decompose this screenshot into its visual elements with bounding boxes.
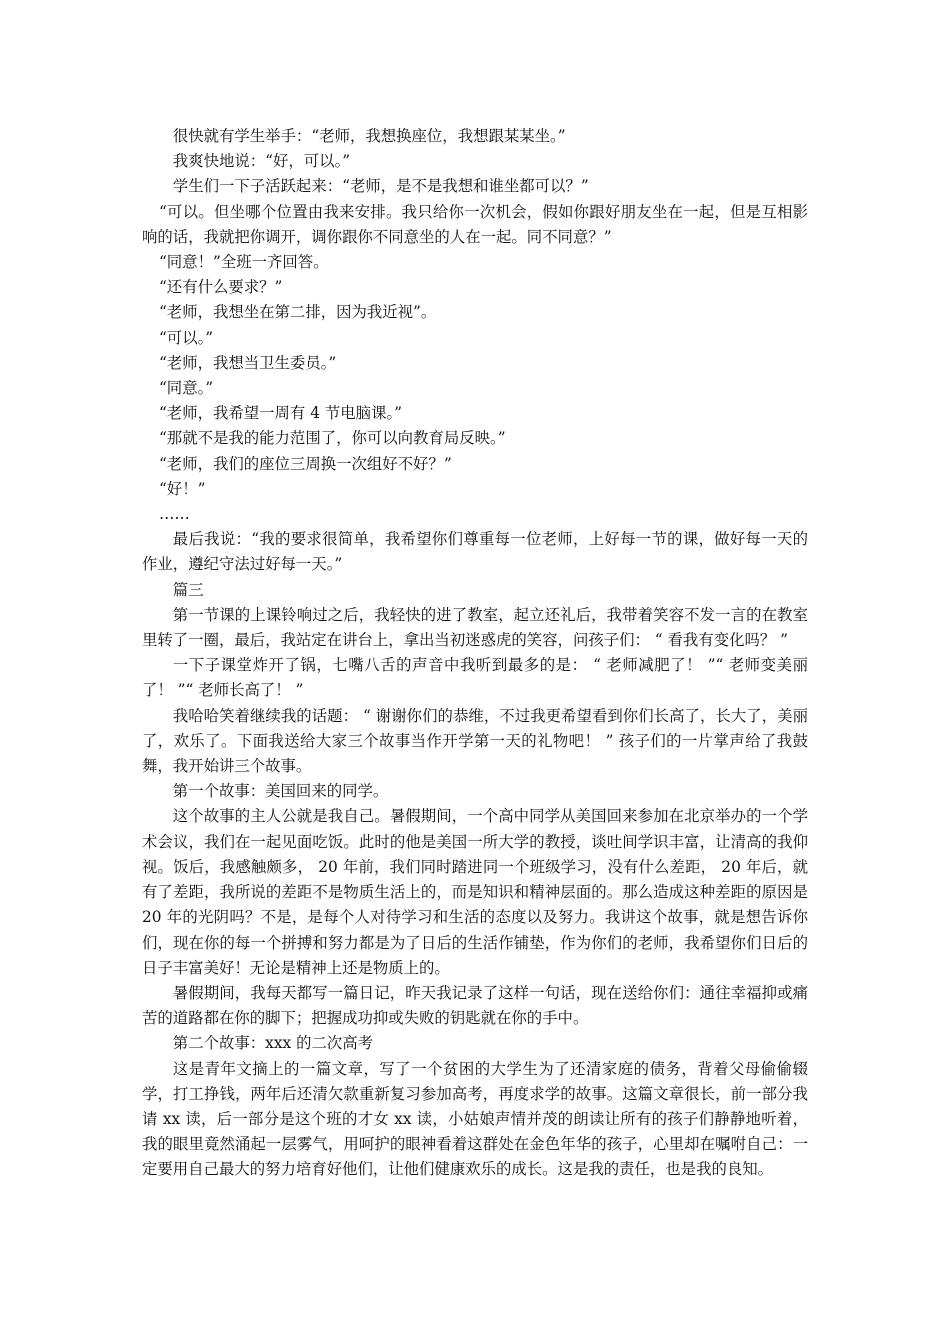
paragraph: …… <box>158 505 190 524</box>
paragraph: “同意。” <box>158 379 214 398</box>
paragraph: “同意！”全班一齐回答。 <box>158 253 329 272</box>
paragraph: 最后我说：“我的要求很简单，我希望你们尊重每一位老师，上好每一节的课，做好每一天的作业，遵纪守法过好每一天。” <box>142 530 808 574</box>
paragraph: “可以。” <box>158 328 214 347</box>
paragraph: 一下子课堂炸开了锅，七嘴八舌的声音中我听到最多的是： “ 老师减肥了！ ”“ 老师变美丽了！ ”“ 老师长高了！ ” <box>142 656 808 700</box>
paragraph: 很快就有学生举手：“老师，我想换座位，我想跟某某坐。” <box>172 127 566 145</box>
paragraph: “可以。但坐哪个位置由我来安排。我只给你一次机会，假如你跟好朋友坐在一起，但是互相影响的话，我就把你调开，调你跟你不同意坐的人在一起。同不同意？” <box>142 202 808 246</box>
paragraph: 第一节课的上课铃响过之后，我轻快的进了教室，起立还礼后，我带着笑容不发一言的在教室里转了一圈，最后，我站定在讲台上，拿出当初迷惑虎的笑容，问孩子们： “ 看我有变化吗？ ” <box>142 605 808 650</box>
document-body <box>142 124 808 1183</box>
paragraph: 我爽快地说：“好，可以。” <box>172 152 351 171</box>
paragraph: 暑假期间，我每天都写一篇日记，昨天我记录了这样一句话，现在送给你们：通往幸福抑或痛苦的道路都在你的脚下；把握成功抑或失败的钥匙就在你的手中。 <box>142 983 808 1028</box>
paragraph: “还有什么要求？” <box>158 278 283 297</box>
paragraph: 学生们一下子活跃起来：“老师，是不是我想和谁坐都可以？” <box>172 177 589 196</box>
paragraph: “老师，我们的座位三周换一次组好不好？” <box>158 454 452 473</box>
paragraph: 这是青年文摘上的一篇文章，写了一个贫困的大学生为了还清家庭的债务，背着父母偷偷辍学，打工挣钱，两年后还清欠款重新复习参加高考，再度求学的故事。这篇文章很长，前一部分我请 xx 读，后一部分是这个班的才女 xx 读，小姑娘声情并茂的朗读让所有的孩子们静静地听着，我的眼里竟然涌起一层雾气，用呵护的眼神看着这群处在金色年华的孩子，心里却在嘱咐自己：一定要用自己最大的努力培育好他们，让他们健康欢乐的成长。这是我的责任，也是我的良知。 <box>142 1059 808 1179</box>
paragraph: 我哈哈笑着继续我的话题： “ 谢谢你们的恭维，不过我更希望看到你们长高了，长大了，美丽了，欢乐了。下面我送给大家三个故事当作开学第一天的礼物吧！ ” 孩子们的一片掌声给了我鼓舞，我开始讲三个故事。 <box>142 706 808 776</box>
paragraph: 这个故事的主人公就是我自己。暑假期间，一个高中同学从美国回来参加在北京举办的一个学术会议，我们在一起见面吃饭。此时的他是美国一所大学的教授，谈吐间学识丰富，让清高的我仰视。饭后，我感触颇多， 20 年前，我们同时踏进同一个班级学习，没有什么差距， 20 年后，就有了差距，我所说的差距不是物质生活上的，而是知识和精神层面的。那么造成这种差距的原因是 20 年的光阴吗？不是，是每个人对待学习和生活的态度以及努力。我讲这个故事，就是想告诉你们，现在你的每一个拼搏和努力都是为了日后的生活作铺垫，作为你们的老师，我希望你们日后的日子丰富美好！无论是精神上还是物质上的。 <box>142 807 808 977</box>
paragraph: 第二个故事：xxx 的二次高考 <box>172 1034 374 1053</box>
paragraph: “那就不是我的能力范围了，你可以向教育局反映。” <box>158 429 506 448</box>
paragraph: “老师，我想当卫生委员。” <box>158 353 337 372</box>
paragraph: “好！” <box>158 479 206 498</box>
section-heading: 篇三 <box>172 580 204 599</box>
paragraph: 第一个故事：美国回来的同学。 <box>172 782 389 801</box>
paragraph: “老师，我想坐在第二排，因为我近视”。 <box>158 303 437 322</box>
paragraph: “老师，我希望一周有 4 节电脑课。” <box>158 404 403 423</box>
